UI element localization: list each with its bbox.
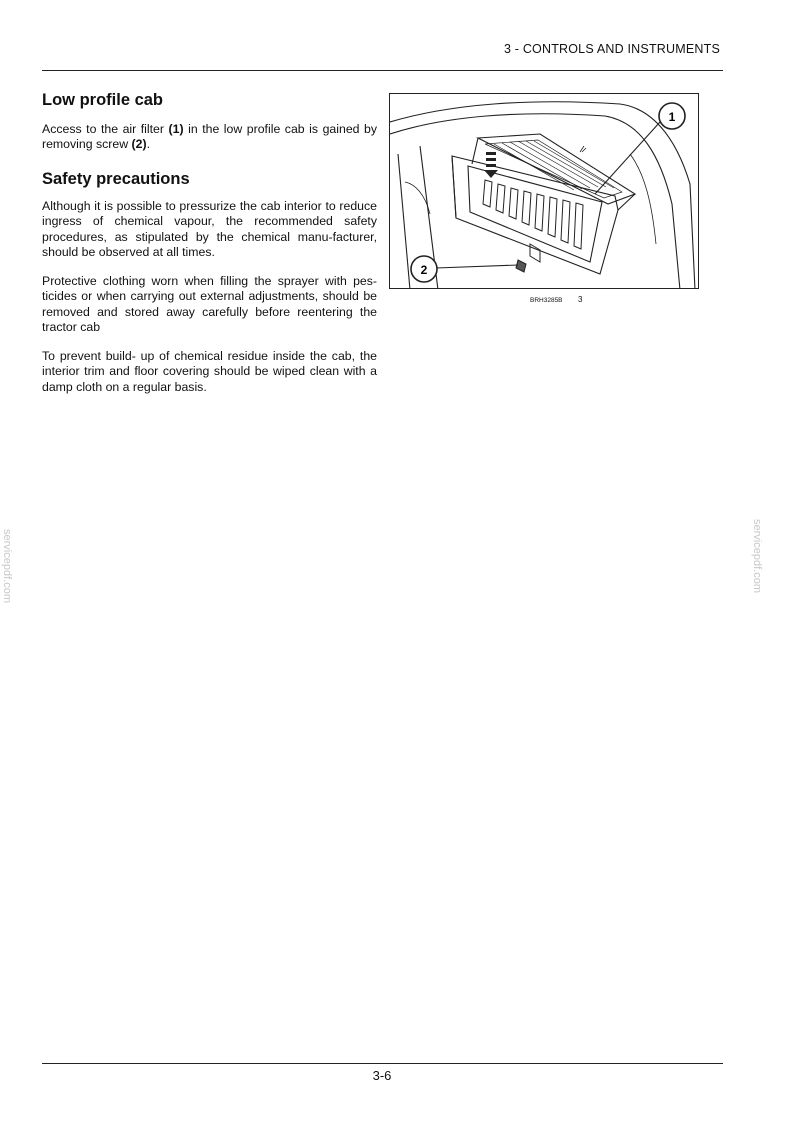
running-header: 3 - CONTROLS AND INSTRUMENTS bbox=[503, 42, 720, 56]
page-number: 3-6 bbox=[372, 1068, 392, 1083]
section-heading-low-profile-cab: Low profile cab bbox=[42, 91, 164, 109]
paragraph-pressurize-cab: Although it is possible to pressurize the cab interior to reduce ingress of chemical vapour, the recommended safety procedures, as stipulated by the chemical manu-facturer, should be observed at all times. bbox=[42, 199, 377, 259]
watermark-left: servicepdf.com bbox=[0, 529, 13, 603]
paragraph-protective-clothing: Protective clothing worn when filling the sprayer with pes-ticides or when carrying out external adjustments, should be removed and stored away carefully before reentering the tractor cab bbox=[42, 274, 377, 334]
callout-1-label: 1 bbox=[668, 110, 676, 124]
air-filter-drawing bbox=[390, 94, 699, 289]
para-seg-0: Access to the air filter bbox=[42, 122, 169, 136]
callout-2-label: 2 bbox=[420, 263, 428, 277]
paragraph-air-filter-access bbox=[42, 122, 377, 153]
figure-number: 3 bbox=[578, 295, 583, 304]
para-seg-2: in the low profile cab is gained by removing screw bbox=[42, 122, 378, 152]
header-rule bbox=[42, 70, 723, 71]
footer-rule bbox=[42, 1063, 723, 1064]
section-heading-safety-precautions: Safety precautions bbox=[42, 170, 190, 188]
para-seg-1: (1) bbox=[168, 122, 184, 136]
para-seg-3: (2) bbox=[131, 137, 147, 152]
figure-image-code: BRH3285B bbox=[530, 297, 563, 304]
air-filter-illustration bbox=[389, 93, 699, 289]
watermark-right: servicepdf.com bbox=[750, 519, 763, 593]
para-seg-4: . bbox=[146, 137, 150, 152]
paragraph-residue-cleaning: To prevent build- up of chemical residue inside the cab, the interior trim and floor covering should be wiped clean with a damp cloth on a regular basis. bbox=[42, 349, 377, 394]
